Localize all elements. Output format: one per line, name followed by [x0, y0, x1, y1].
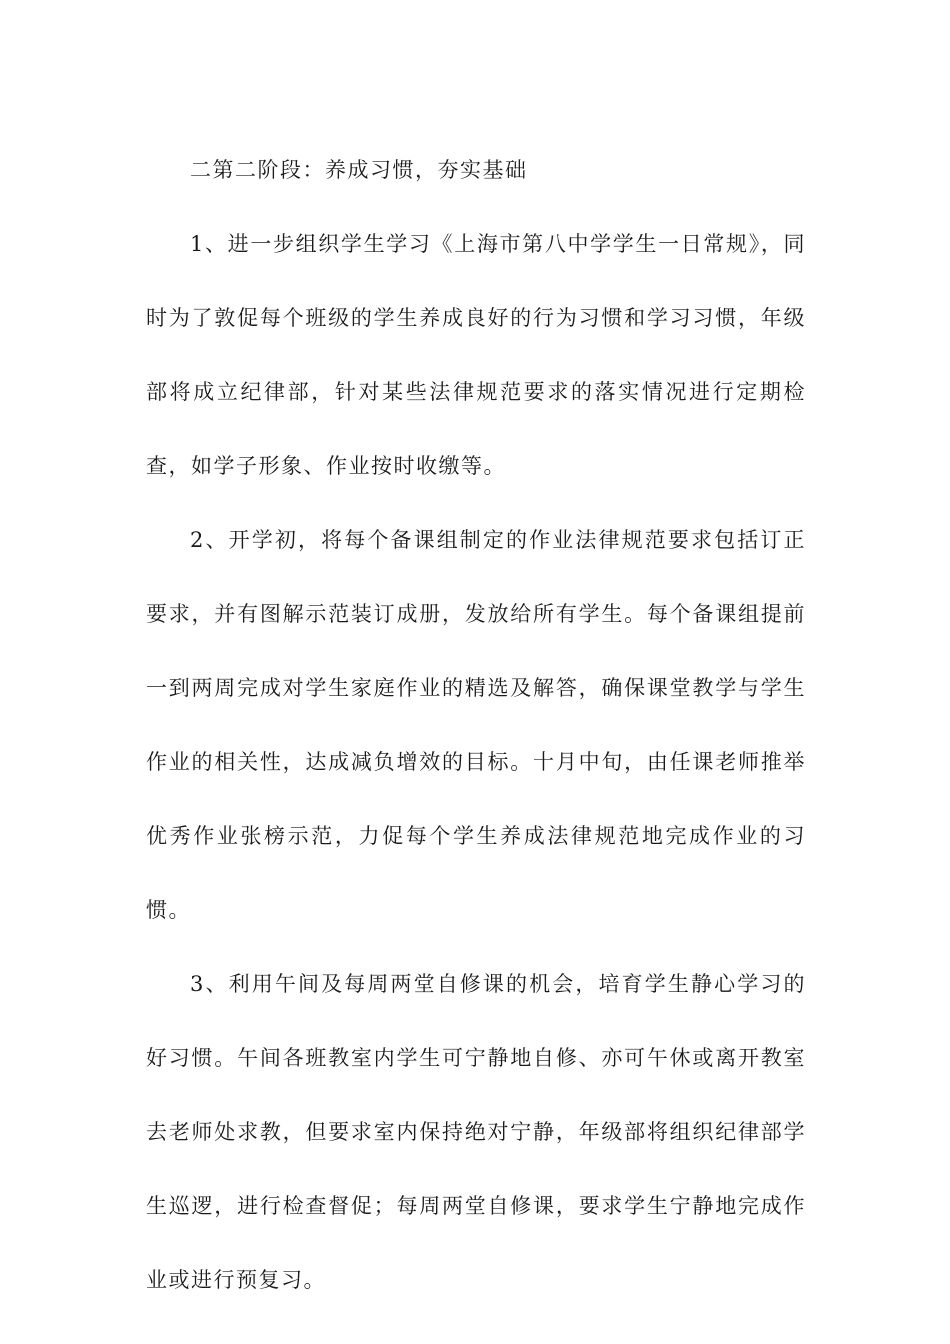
document-body	[146, 133, 806, 1317]
paragraph-item-3: 3、利用午间及每周两堂自修课的机会，培育学生静心学习的好习惯。午间各班教室内学生可宁静地自修、亦可午休或离开教室去老师处求教，但要求室内保持绝对宁静，年级部将组织纪律部学生巡逻，进行检查督促；每周两堂自修课，要求学生宁静地完成作业或进行预复习。	[146, 972, 806, 1292]
paragraph-item-1: 1、进一步组织学生学习《上海市第八中学学生一日常规》，同时为了敦促每个班级的学生养成良好的行为习惯和学习习惯，年级部将成立纪律部，针对某些法律规范要求的落实情况进行定期检查，如学子形象、作业按时收缴等。	[146, 232, 806, 478]
paragraph-item-2: 2、开学初，将每个备课组制定的作业法律规范要求包括订正要求，并有图解示范装订成册，发放给所有学生。每个备课组提前一到两周完成对学生家庭作业的精选及解答，确保课堂教学与学生作业的相关性，达成减负增效的目标。十月中旬，由任课老师推举优秀作业张榜示范，力促每个学生养成法律规范地完成作业的习惯。	[146, 528, 806, 922]
section-heading: 二第二阶段：养成习惯，夯实基础	[190, 158, 528, 182]
